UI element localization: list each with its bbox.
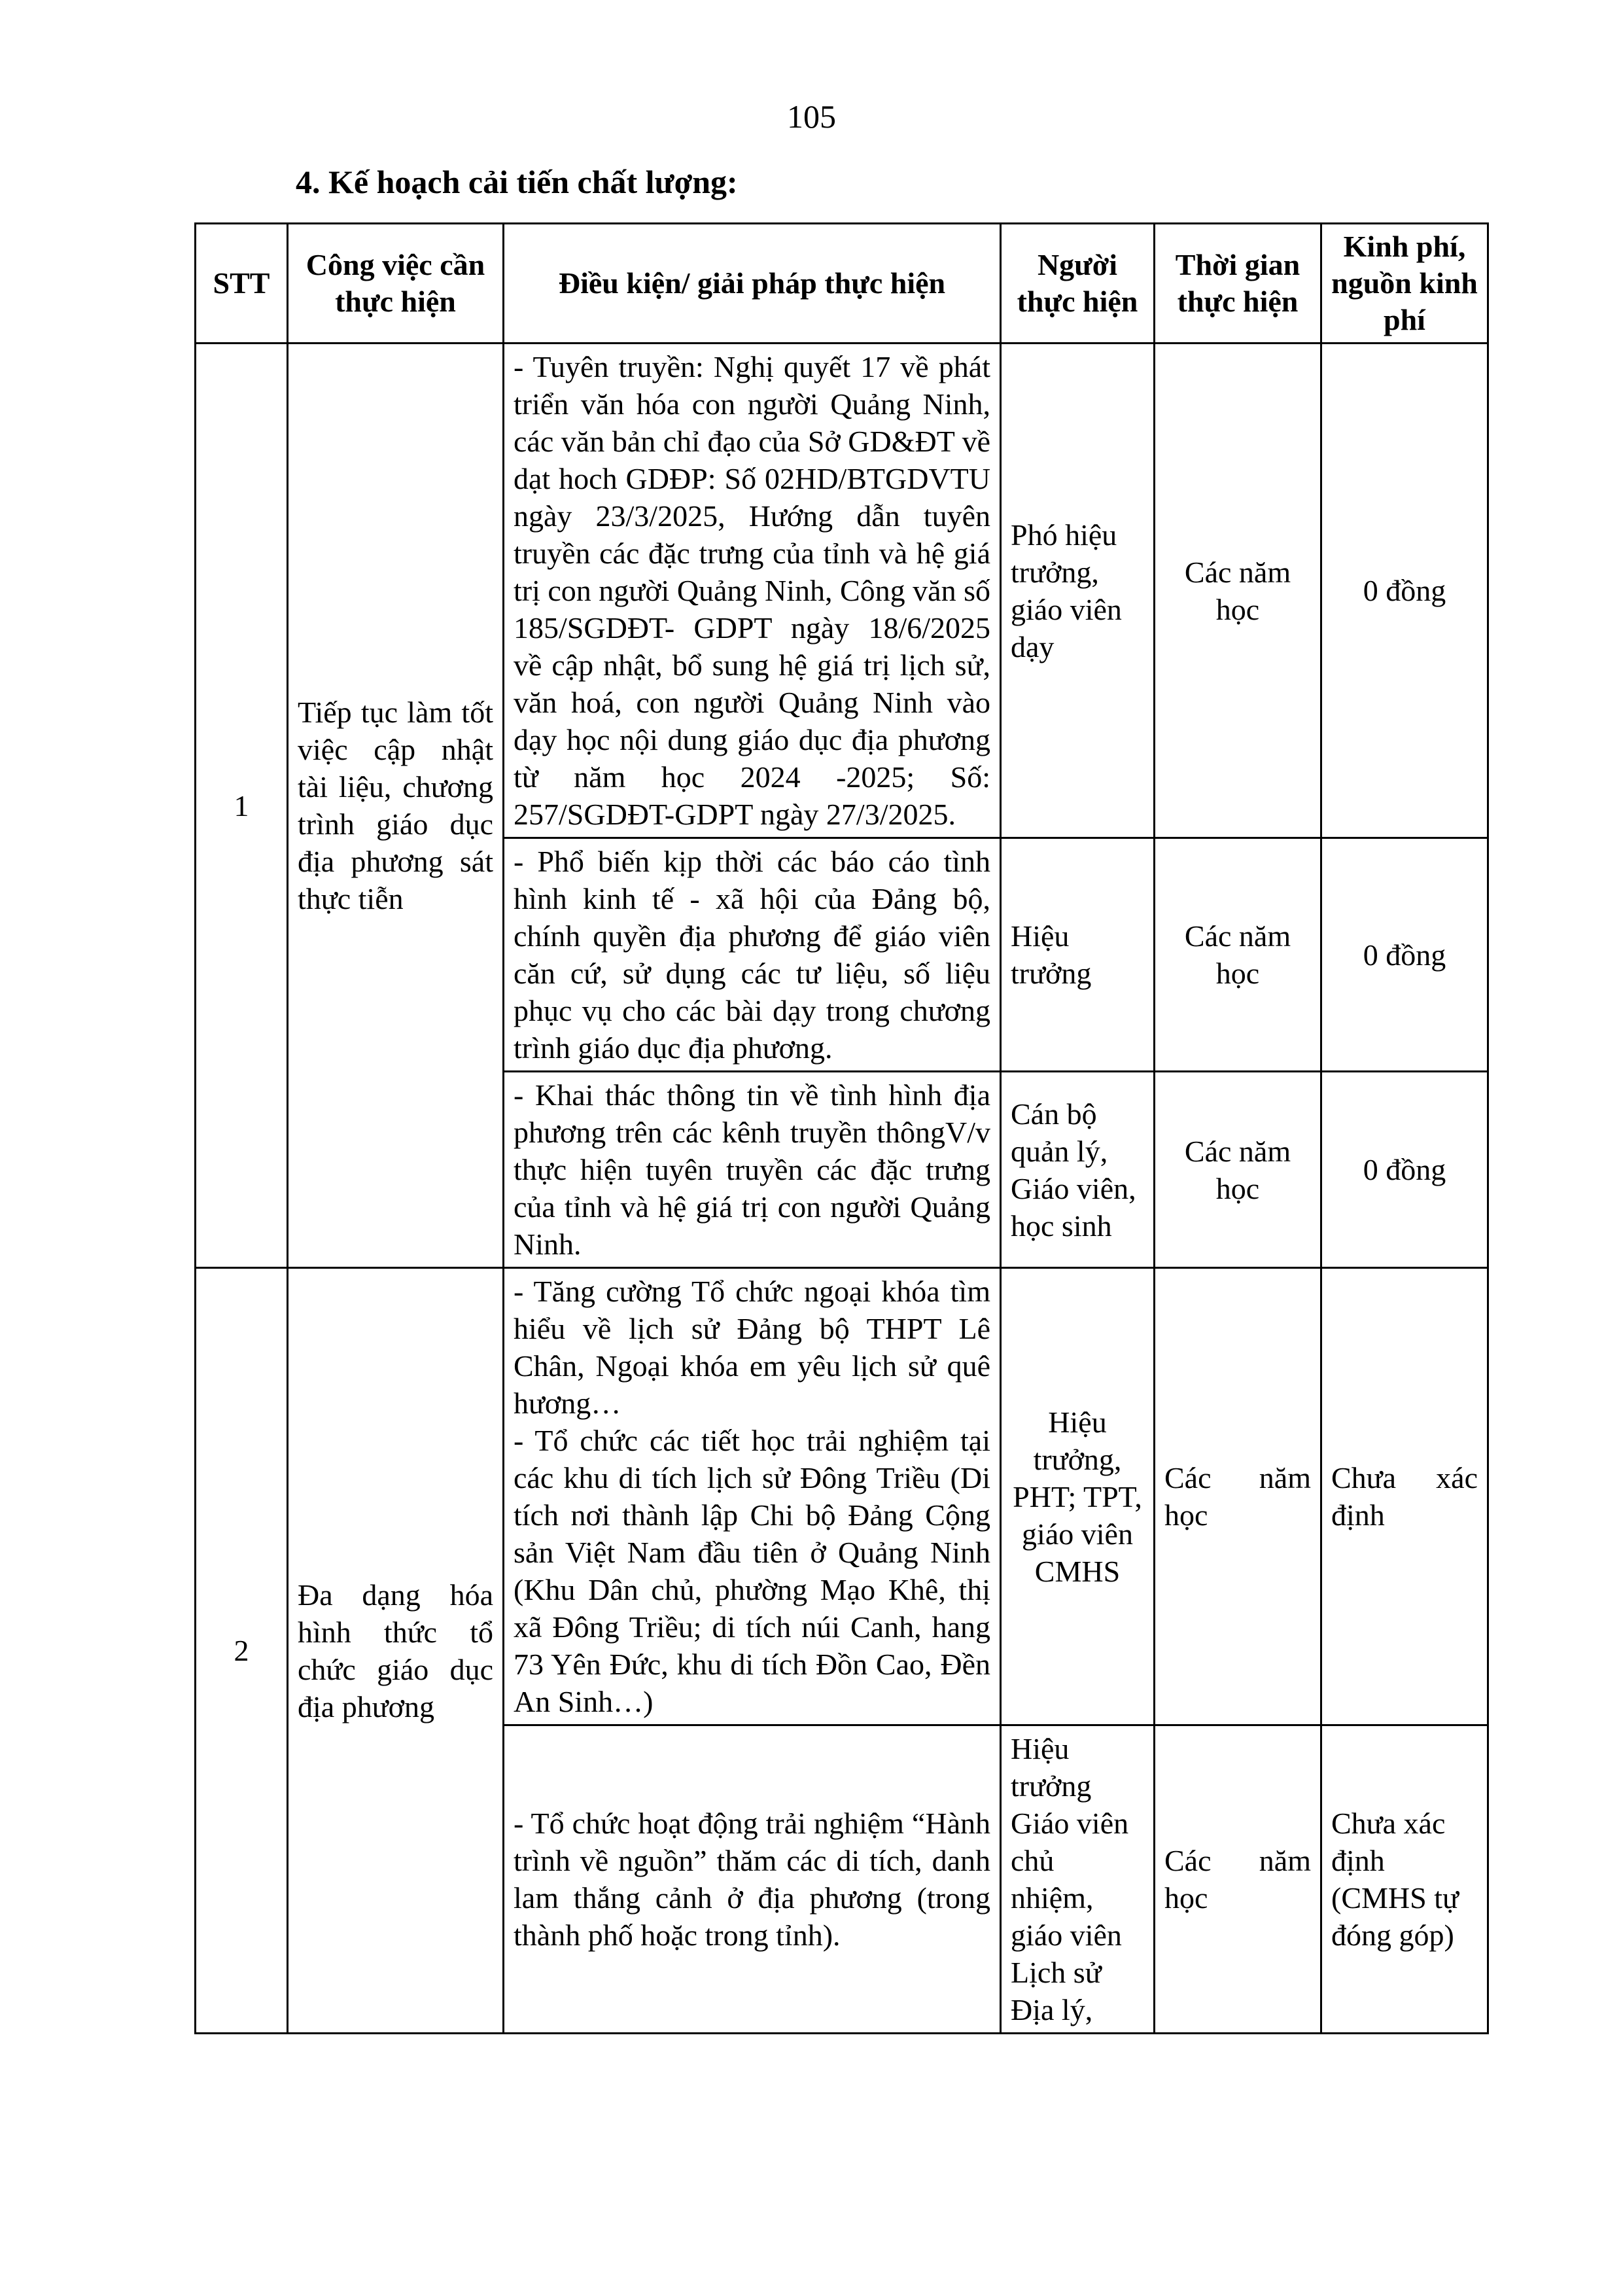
cell-task: Đa dạng hóa hình thức tổ chức giáo dục địa phương bbox=[288, 1268, 504, 2034]
cell-budget: 0 đồng bbox=[1321, 1072, 1488, 1268]
page-number: 105 bbox=[787, 98, 836, 135]
quality-improvement-plan-table bbox=[194, 222, 1489, 2034]
header-budget: Kinh phí, nguồn kinh phí bbox=[1321, 224, 1488, 344]
solution-paragraph: - Tăng cường Tổ chức ngoại khóa tìm hiểu về lịch sử Đảng bộ THPT Lê Chân, Ngoại khóa em yêu lịch sử quê hương… bbox=[514, 1275, 990, 1420]
solution-paragraph: - Tổ chức các tiết học trải nghiệm tại các khu di tích lịch sử Đông Triều (Di tích nơi thành lập Chi bộ Đảng Cộng sản Việt Nam đầu tiên ở Quảng Ninh (Khu Dân chủ, phường Mạo Khê, thị xã Đông Triều; di tích núi Canh, hang 73 Yên Đức, khu di tích Đồn Cao, Đền An Sinh…) bbox=[514, 1424, 990, 1718]
cell-person: Hiệu trưởng bbox=[1001, 838, 1155, 1072]
header-stt: STT bbox=[196, 224, 288, 344]
cell-person: Phó hiệu trưởng, giáo viên dạy bbox=[1001, 344, 1155, 838]
cell-person: Hiệu trưởng, PHT; TPT, giáo viên CMHS bbox=[1001, 1268, 1155, 1725]
cell-time: Các năm học bbox=[1155, 1268, 1321, 1725]
cell-time: Các năm học bbox=[1155, 838, 1321, 1072]
cell-budget: Chưa xác định bbox=[1321, 1268, 1488, 1725]
cell-solution: - Phổ biến kịp thời các báo cáo tình hình kinh tế - xã hội của Đảng bộ, chính quyền địa phương để giáo viên căn cứ, sử dụng các tư liệu, số liệu phục vụ cho các bài dạy trong chương trình giáo dục địa phương. bbox=[504, 838, 1001, 1072]
cell-person: Hiệu trưởng Giáo viên chủ nhiệm, giáo viên Lịch sử Địa lý, bbox=[1001, 1725, 1155, 2034]
section-title: 4. Kế hoạch cải tiến chất lượng: bbox=[296, 164, 738, 200]
header-time: Thời gian thực hiện bbox=[1155, 224, 1321, 344]
cell-budget: 0 đồng bbox=[1321, 838, 1488, 1072]
header-solution: Điều kiện/ giải pháp thực hiện bbox=[504, 224, 1001, 344]
cell-stt: 1 bbox=[196, 344, 288, 1268]
cell-solution bbox=[504, 1268, 1001, 1725]
cell-time: Các năm học bbox=[1155, 1725, 1321, 2034]
header-person: Người thực hiện bbox=[1001, 224, 1155, 344]
cell-budget: 0 đồng bbox=[1321, 344, 1488, 838]
cell-stt: 2 bbox=[196, 1268, 288, 2034]
cell-budget: Chưa xác định (CMHS tự đóng góp) bbox=[1321, 1725, 1488, 2034]
cell-time: Các năm học bbox=[1155, 1072, 1321, 1268]
table-row bbox=[196, 344, 1488, 838]
header-task: Công việc cần thực hiện bbox=[288, 224, 504, 344]
table-row bbox=[196, 1268, 1488, 1725]
cell-solution: - Tổ chức hoạt động trải nghiệm “Hành trình về nguồn” thăm các di tích, danh lam thắng cảnh ở địa phương (trong thành phố hoặc trong tỉnh). bbox=[504, 1725, 1001, 2034]
cell-person: Cán bộ quản lý, Giáo viên, học sinh bbox=[1001, 1072, 1155, 1268]
cell-solution: - Tuyên truyền: Nghị quyết 17 về phát triển văn hóa con người Quảng Ninh, các văn bản chỉ đạo của Sở GD&ĐT về dạt hoch GDĐP: Số 02HD/BTGDVTU ngày 23/3/2025, Hướng dẫn tuyên truyền các đặc trưng của tỉnh và hệ giá trị con người Quảng Ninh, Công văn số 185/SGDĐT- GDPT ngày 18/6/2025 về cập nhật, bổ sung hệ giá trị lịch sử, văn hoá, con người Quảng Ninh vào dạy học nội dung giáo dục địa phương từ năm học 2024 -2025; Số: 257/SGDĐT-GDPT ngày 27/3/2025. bbox=[504, 344, 1001, 838]
cell-time: Các năm học bbox=[1155, 344, 1321, 838]
cell-task: Tiếp tục làm tốt việc cập nhật tài liệu, chương trình giáo dục địa phương sát thực tiễn bbox=[288, 344, 504, 1268]
cell-solution: - Khai thác thông tin về tình hình địa phương trên các kênh truyền thôngV/v thực hiện tuyên truyền các đặc trưng của tỉnh và hệ giá trị con người Quảng Ninh. bbox=[504, 1072, 1001, 1268]
table-header-row bbox=[196, 224, 1488, 344]
